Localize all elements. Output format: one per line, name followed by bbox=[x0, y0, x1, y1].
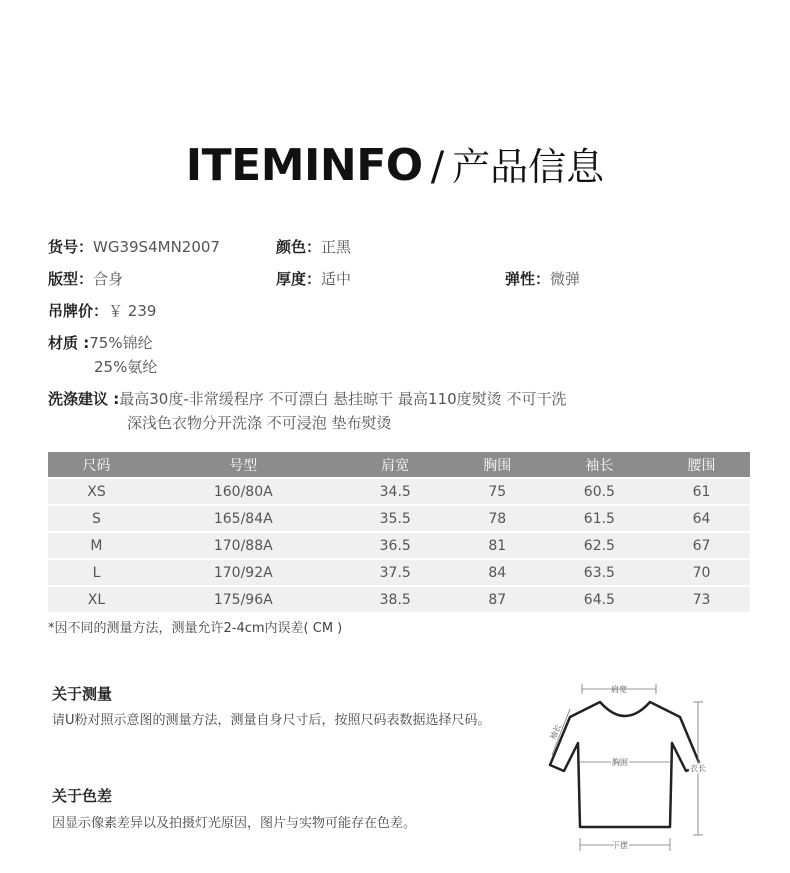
table-cell: XS bbox=[48, 478, 145, 505]
info-material bbox=[48, 332, 153, 353]
title-separator: / bbox=[430, 144, 445, 190]
table-cell: 35.5 bbox=[342, 505, 449, 532]
table-cell: 70 bbox=[653, 559, 750, 586]
material-value-1: 75%锦纶 bbox=[89, 334, 153, 352]
table-cell: 75 bbox=[449, 478, 546, 505]
material-value-2: 25%氨纶 bbox=[94, 358, 158, 376]
table-cell: L bbox=[48, 559, 145, 586]
color-label: 颜色： bbox=[276, 238, 322, 256]
table-row bbox=[48, 586, 750, 612]
sku-label: 货号： bbox=[48, 238, 94, 256]
table-cell: 87 bbox=[449, 586, 546, 612]
info-fit bbox=[48, 268, 123, 289]
elastic-label: 弹性： bbox=[505, 270, 551, 288]
table-cell: 64 bbox=[653, 505, 750, 532]
table-cell: 38.5 bbox=[342, 586, 449, 612]
table-cell: 175/96A bbox=[145, 586, 342, 612]
table-cell: 63.5 bbox=[546, 559, 653, 586]
table-row bbox=[48, 559, 750, 586]
info-price bbox=[48, 300, 156, 321]
table-cell: 64.5 bbox=[546, 586, 653, 612]
table-cell: S bbox=[48, 505, 145, 532]
fit-value: 合身 bbox=[93, 270, 124, 288]
price-label: 吊牌价： bbox=[48, 302, 109, 320]
size-table bbox=[48, 452, 750, 612]
table-cell: 78 bbox=[449, 505, 546, 532]
chest-label: 胸围 bbox=[612, 758, 628, 767]
shirt-measure-diagram bbox=[540, 675, 710, 855]
table-cell: 170/88A bbox=[145, 532, 342, 559]
info-sku bbox=[48, 236, 220, 257]
hem-label: 下摆 bbox=[612, 841, 628, 850]
measure-text: 请U粉对照示意图的测量方法，测量自身尺寸后，按照尺码表数据选择尺码。 bbox=[52, 713, 491, 728]
table-cell: 34.5 bbox=[342, 478, 449, 505]
table-cell: 61.5 bbox=[546, 505, 653, 532]
info-color bbox=[276, 236, 351, 257]
table-row bbox=[48, 505, 750, 532]
thickness-label: 厚度： bbox=[276, 270, 322, 288]
info-wash bbox=[48, 388, 566, 409]
table-cell: 37.5 bbox=[342, 559, 449, 586]
table-cell: 160/80A bbox=[145, 478, 342, 505]
table-cell: XL bbox=[48, 586, 145, 612]
page-title bbox=[0, 136, 790, 191]
wash-label: 洗涤建议 : bbox=[48, 390, 120, 408]
table-cell: 36.5 bbox=[342, 532, 449, 559]
price-value: ￥ 239 bbox=[108, 302, 157, 320]
length-label: 衣长 bbox=[690, 764, 706, 773]
info-elastic bbox=[505, 268, 580, 289]
header-cell: 尺码 bbox=[48, 452, 145, 478]
table-cell: 61 bbox=[653, 478, 750, 505]
measurement-note: *因不同的测量方法，测量允许2-4cm内误差( CM ) bbox=[48, 621, 343, 636]
header-cell: 胸围 bbox=[449, 452, 546, 478]
table-cell: 62.5 bbox=[546, 532, 653, 559]
color-diff-text: 因显示像素差异以及拍摄灯光原因，图片与实物可能存在色差。 bbox=[52, 816, 417, 831]
color-diff-title: 关于色差 bbox=[52, 787, 113, 805]
table-cell: 81 bbox=[449, 532, 546, 559]
measure-title: 关于测量 bbox=[52, 685, 113, 703]
info-thickness bbox=[276, 268, 351, 289]
elastic-value: 微弹 bbox=[550, 270, 581, 288]
table-cell: 84 bbox=[449, 559, 546, 586]
fit-label: 版型： bbox=[48, 270, 94, 288]
sleeve-label: 袖长 bbox=[548, 722, 564, 742]
header-cell: 袖长 bbox=[546, 452, 653, 478]
table-cell: M bbox=[48, 532, 145, 559]
header-cell: 肩宽 bbox=[342, 452, 449, 478]
size-table-header bbox=[48, 452, 750, 478]
color-value: 正黑 bbox=[321, 238, 352, 256]
table-row bbox=[48, 478, 750, 505]
table-cell: 73 bbox=[653, 586, 750, 612]
table-cell: 60.5 bbox=[546, 478, 653, 505]
wash-value-1: 最高30度-非常缓程序 不可漂白 悬挂晾干 最高110度熨烫 不可干洗 bbox=[119, 390, 567, 408]
title-cn: 产品信息 bbox=[452, 145, 605, 189]
header-cell: 号型 bbox=[145, 452, 342, 478]
material-label: 材质 : bbox=[48, 334, 90, 352]
sku-value: WG39S4MN2007 bbox=[93, 238, 220, 256]
thickness-value: 适中 bbox=[321, 270, 352, 288]
table-cell: 67 bbox=[653, 532, 750, 559]
table-row bbox=[48, 532, 750, 559]
table-cell: 165/84A bbox=[145, 505, 342, 532]
shoulder-label: 肩宽 bbox=[611, 685, 627, 694]
header-cell: 腰围 bbox=[653, 452, 750, 478]
wash-value-2: 深浅色衣物分开洗涤 不可浸泡 垫布熨烫 bbox=[127, 414, 392, 432]
title-en: ITEMINFO bbox=[185, 140, 423, 191]
table-cell: 170/92A bbox=[145, 559, 342, 586]
